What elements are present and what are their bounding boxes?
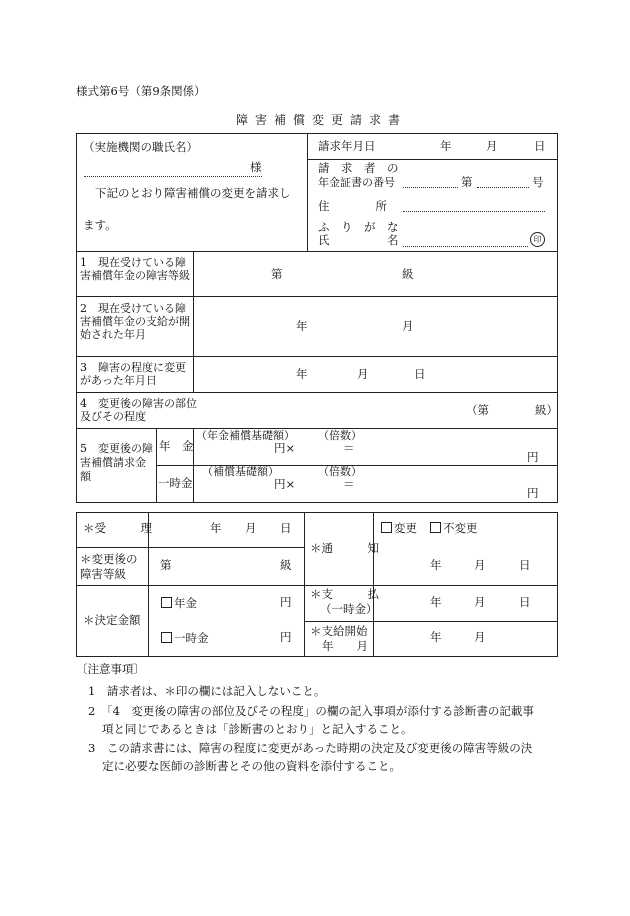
address-field[interactable]: [403, 211, 545, 212]
name-label: 氏 名: [318, 233, 399, 247]
row5-pension-base-label: （年金補償基礎額）: [196, 429, 295, 442]
furigana-label: ふ り が な: [318, 220, 399, 234]
decision-label: ＊決定金額: [83, 613, 141, 627]
row3-nen: 年: [296, 367, 308, 381]
checkbox-icon: [161, 597, 172, 608]
decision-lump-option[interactable]: [161, 632, 209, 645]
grade-dai: 第: [160, 558, 172, 572]
notice-unchanged-label: 不変更: [443, 521, 478, 535]
note-2a: 2 「4 変更後の障害の部位及びその程度」の欄の記入事項が添付する診断書の記載事: [88, 704, 534, 718]
decision-pension-label: 年金: [174, 596, 197, 610]
certificate-go: 号: [532, 175, 544, 189]
start-sublabel: 年 月: [322, 639, 368, 653]
grade-kyu: 級: [280, 558, 292, 572]
notes-heading: 〔注意事項〕: [76, 662, 145, 676]
row3-date-field[interactable]: [194, 357, 557, 392]
row3-label: 3 障害の程度に変更があった年月日: [80, 361, 186, 387]
row5-pension-eq: ＝: [343, 441, 355, 455]
row5-lump-base-label: （補償基礎額）: [202, 465, 279, 478]
payment-tsuki: 月: [474, 595, 486, 609]
certificate-number-label: 年金証書の番号: [318, 176, 395, 189]
request-text-end: ます。: [83, 218, 117, 232]
receipt-hi: 日: [280, 521, 292, 535]
checkbox-icon: [161, 632, 172, 643]
name-field[interactable]: [403, 246, 528, 247]
row5-pension-yen: 円: [527, 450, 539, 464]
certificate-number-field[interactable]: [477, 187, 529, 188]
decision-lump-label: 一時金: [174, 631, 209, 645]
request-date-day: 日: [534, 139, 546, 153]
notice-label: ＊通 知: [310, 541, 379, 555]
receipt-label: ＊受 理: [83, 521, 152, 535]
row2-nen: 年: [296, 319, 308, 333]
receipt-nen: 年: [210, 521, 222, 535]
row1-dai: 第: [271, 267, 283, 281]
certificate-dai: 第: [461, 175, 473, 189]
claimant-label: 請 求 者 の: [318, 161, 399, 175]
row1-grade-field[interactable]: [194, 252, 557, 296]
receipt-tsuki: 月: [245, 521, 257, 535]
row5-label: 5 変更後の障害補償請求金額: [80, 442, 153, 483]
row1-label: 1 現在受けている障害補償年金の障害等級: [80, 256, 190, 282]
row4-condition-field[interactable]: [200, 393, 460, 428]
start-tsuki: 月: [474, 630, 486, 644]
row3-tsuki: 月: [357, 367, 369, 381]
page-title: 障害補償変更請求書: [236, 113, 408, 127]
start-label: ＊支給開始: [310, 624, 368, 638]
row4-grade: （第 級）: [466, 403, 558, 417]
row3-hi: 日: [414, 367, 426, 381]
payment-sublabel: （一時金）: [320, 602, 378, 616]
start-nen: 年: [430, 630, 442, 644]
row5-pension-yen-x: 円×: [274, 441, 296, 455]
row5-lump-label: 一時金: [158, 476, 193, 490]
note-2b: 項と同じであるときは「診断書のとおり」と記入すること。: [102, 722, 413, 736]
row5-lump-eq: ＝: [343, 477, 355, 491]
row5-pension-amount-field[interactable]: [194, 429, 557, 465]
notice-changed-label: 変更: [394, 521, 417, 535]
row5-lump-multiplier-label: （倍数）: [318, 465, 362, 478]
note-1: 1 請求者は、＊印の欄には記入しないこと。: [88, 684, 326, 698]
row5-lump-amount-field[interactable]: [194, 466, 557, 502]
row2-date-field[interactable]: [194, 297, 557, 356]
row5-lump-yen: 円: [527, 486, 539, 500]
payment-hi: 日: [519, 595, 531, 609]
row2-label: 2 現在受けている障害補償年金の支給が開始された年月: [80, 302, 190, 341]
row1-kyu: 級: [402, 267, 414, 281]
decision-pension-option[interactable]: [161, 597, 197, 610]
decision-pension-yen: 円: [280, 595, 292, 609]
addressee-label: （実施機関の職氏名）: [83, 140, 198, 154]
request-date-label: 請求年月日: [318, 139, 376, 153]
note-3a: 3 この請求書には、障害の程度に変更があった時期の決定及び変更後の障害等級の決: [88, 741, 533, 755]
request-date-month: 月: [486, 139, 498, 153]
form-number: 様式第6号（第9条関係）: [76, 84, 206, 98]
notice-changed-option[interactable]: [381, 522, 417, 535]
row4-label: 4 変更後の障害の部位及びその程度: [80, 397, 197, 423]
note-3b: 定に必要な医師の診断書とその他の資料を添付すること。: [102, 759, 401, 773]
row5-pension-label: 年 金: [159, 439, 194, 453]
notice-nen: 年: [430, 558, 442, 572]
address-label: 住 所: [318, 199, 387, 213]
notice-hi: 日: [519, 558, 531, 572]
notice-tsuki: 月: [474, 558, 486, 572]
request-date-year: 年: [440, 139, 452, 153]
payment-label: ＊支 払: [310, 587, 379, 601]
request-text: 下記のとおり障害補償の変更を請求し: [95, 186, 291, 200]
payment-nen: 年: [430, 595, 442, 609]
row5-lump-yen-x: 円×: [274, 477, 296, 491]
seal-icon: 印: [530, 232, 545, 247]
checkbox-icon: [430, 522, 441, 533]
addressee-field[interactable]: [84, 176, 262, 177]
addressee-sama: 様: [250, 160, 262, 174]
decision-lump-yen: 円: [280, 630, 292, 644]
grade-label: ＊変更後の障害等級: [80, 552, 138, 581]
row5-pension-multiplier-label: （倍数）: [318, 429, 362, 442]
checkbox-icon: [381, 522, 392, 533]
row2-tsuki: 月: [402, 319, 414, 333]
notice-unchanged-option[interactable]: [430, 522, 478, 535]
